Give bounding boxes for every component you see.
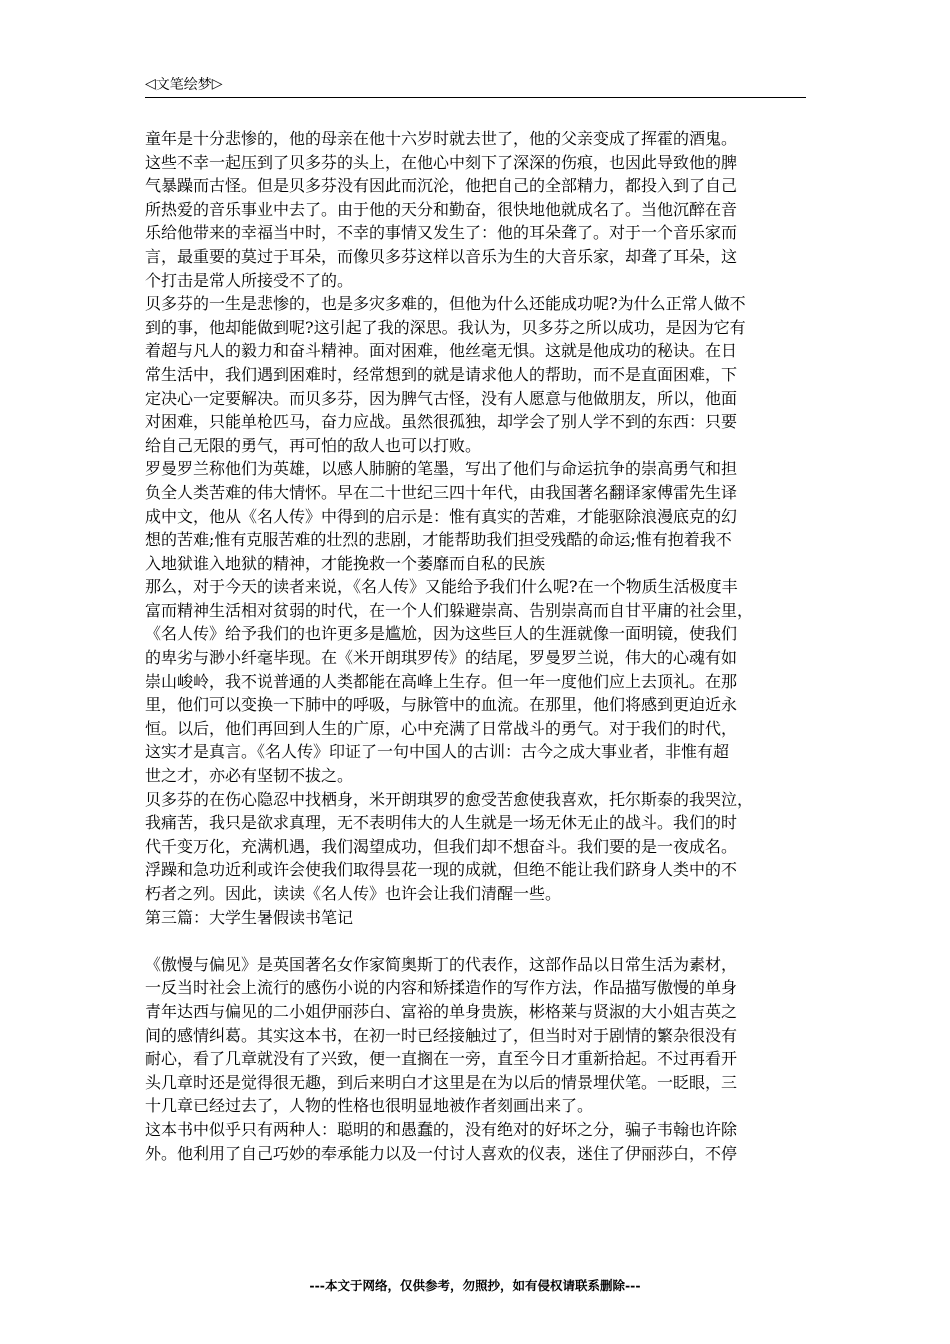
text-line: 恒。以后，他们再回到人生的广原，心中充满了日常战斗的勇气。对于我们的时代，	[145, 718, 738, 738]
text-line: 十几章已经过去了，人物的性格也很明显地被作者刻画出来了。	[145, 1096, 594, 1116]
text-line: 所热爱的音乐事业中去了。由于他的天分和勤奋，很快地他就成名了。当他沉醉在音	[145, 199, 738, 219]
text-line: 代千变万化，充满机遇，我们渴望成功，但我们却不想奋斗。我们要的是一夜成名。	[145, 836, 738, 856]
text-line: 富而精神生活相对贫弱的时代，在一个人们躲避崇高、告别崇高而自甘平庸的社会里，	[145, 600, 754, 620]
text-line: 想的苦难;惟有克服苦难的壮烈的悲剧，才能帮助我们担受残酷的命运;惟有抱着我不	[145, 530, 732, 550]
text-line: 《名人传》给予我们的也许更多是尴尬，因为这些巨人的生涯就像一面明镜，使我们	[145, 624, 738, 644]
text-line: 外。他利用了自己巧妙的奉承能力以及一付讨人喜欢的仪表，迷住了伊丽莎白，不停	[145, 1143, 738, 1163]
text-line: 这本书中似乎只有两种人：聪明的和愚蠢的，没有绝对的好坏之分，骗子韦翰也许除	[145, 1119, 738, 1139]
text-line: 负全人类苦难的伟大情怀。早在二十世纪三四十年代，由我国著名翻译家傅雷先生译	[145, 482, 738, 502]
text-line: 给自己无限的勇气，再可怕的敌人也可以打败。	[145, 435, 482, 455]
text-line: 到的事，他却能做到呢?这引起了我的深思。我认为，贝多芬之所以成功，是因为它有	[145, 317, 746, 337]
text-line: 浮躁和急功近利或许会使我们取得昙花一现的成就，但绝不能让我们跻身人类中的不	[145, 860, 738, 880]
text-line: 的卑劣与渺小纤毫毕现。在《米开朗琪罗传》的结尾，罗曼罗兰说，伟大的心魂有如	[145, 648, 738, 668]
text-line: 对困难，只能单枪匹马，奋力应战。虽然很孤独，却学会了别人学不到的东西：只要	[145, 412, 738, 432]
text-line: 世之才，亦必有坚韧不拔之。	[145, 766, 354, 786]
text-line: 成中文，他从《名人传》中得到的启示是：惟有真实的苦难，才能驱除浪漫底克的幻	[145, 506, 738, 526]
text-line: 朽者之列。因此，读读《名人传》也许会让我们清醒一些。	[145, 884, 562, 903]
text-line: 个打击是常人所接受不了的。	[145, 270, 354, 290]
blank-line	[145, 929, 808, 953]
text-line: 里，他们可以变换一下肺中的呼吸，与脉管中的血流。在那里，他们将感到更迫近永	[145, 695, 738, 715]
text-line: 耐心，看了几章就没有了兴致，便一直搁在一旁，直至今日才重新拾起。不过再看开	[145, 1049, 738, 1069]
text-line: 贝多芬的在伤心隐忍中找栖身，米开朗琪罗的愈受苦愈使我喜欢，托尔斯泰的我哭泣，	[145, 789, 754, 809]
header-divider	[145, 97, 806, 98]
text-line: 常生活中，我们遇到困难时，经常想到的就是请求他人的帮助，而不是直面困难，下	[145, 364, 738, 384]
text-line: 头几章时还是觉得很无趣，到后来明白才这里是在为以后的情景埋伏笔。一眨眼，三	[145, 1072, 738, 1092]
text-line: 童年是十分悲惨的，他的母亲在他十六岁时就去世了，他的父亲变成了挥霍的酒鬼。	[145, 129, 738, 148]
text-line: 贝多芬的一生是悲惨的，也是多灾多难的，但他为什么还能成功呢?为什么正常人做不	[145, 294, 746, 314]
text-line: 这实才是真言。《名人传》印证了一句中国人的古训：古今之成大事业者，非惟有超	[145, 742, 730, 762]
text-line: 青年达西与偏见的二小姐伊丽莎白、富裕的单身贵族，彬格莱与贤淑的大小姐吉英之	[145, 1001, 738, 1021]
text-line: 第三篇：大学生暑假读书笔记	[145, 907, 354, 927]
text-line: 《傲慢与偏见》是英国著名女作家简奥斯丁的代表作，这部作品以日常生活为素材，	[145, 954, 738, 974]
document-body	[145, 127, 808, 1165]
text-line: 定决心一定要解决。而贝多芬，因为脾气古怪，没有人愿意与他做朋友，所以，他面	[145, 388, 738, 408]
left-triangle-icon: ◁	[145, 76, 156, 92]
text-line: 入地狱谁入地狱的精神，才能挽救一个萎靡而自私的民族	[145, 553, 546, 573]
page-footer-notice: ---本文于网络，仅供参考，勿照抄，如有侵权请联系删除---	[309, 1278, 641, 1293]
text-line: 言，最重要的莫过于耳朵，而像贝多芬这样以音乐为生的大音乐家，却聋了耳朵，这	[145, 246, 738, 266]
text-line: 崇山峻岭，我不说普通的人类都能在高峰上生存。但一年一度他们应上去顶礼。在那	[145, 671, 738, 691]
text-line: 那么，对于今天的读者来说，《名人传》又能给予我们什么呢?在一个物质生活极度丰	[145, 577, 738, 597]
text-line: 罗曼罗兰称他们为英雄，以感人肺腑的笔墨，写出了他们与命运抗争的崇高勇气和担	[145, 459, 738, 479]
text-line: 乐给他带来的幸福当中时，不幸的事情又发生了：他的耳朵聋了。对于一个音乐家而	[145, 223, 738, 243]
text-line: 我痛苦，我只是欲求真理，无不表明伟大的人生就是一场无休无止的战斗。我们的时	[145, 813, 738, 833]
right-triangle-icon: ▷	[211, 76, 223, 92]
text-line: 间的感情纠葛。其实这本书，在初一时已经接触过了，但当时对于剧情的繁杂很没有	[145, 1025, 738, 1045]
text-line: 气暴躁而古怪。但是贝多芬没有因此而沉沦，他把自己的全部精力，都投入到了自己	[145, 176, 738, 196]
text-line: 一反当时社会上流行的感伤小说的内容和矫揉造作的写作方法，作品描写傲慢的单身	[145, 978, 738, 998]
header-title: 文笔绘梦	[155, 77, 212, 93]
page-header	[145, 74, 223, 94]
text-line: 着超与凡人的毅力和奋斗精神。面对困难，他丝毫无惧。这就是他成功的秘诀。在日	[145, 341, 738, 361]
text-line: 这些不幸一起压到了贝多芬的头上，在他心中刻下了深深的伤痕，也因此导致他的脾	[145, 152, 738, 172]
